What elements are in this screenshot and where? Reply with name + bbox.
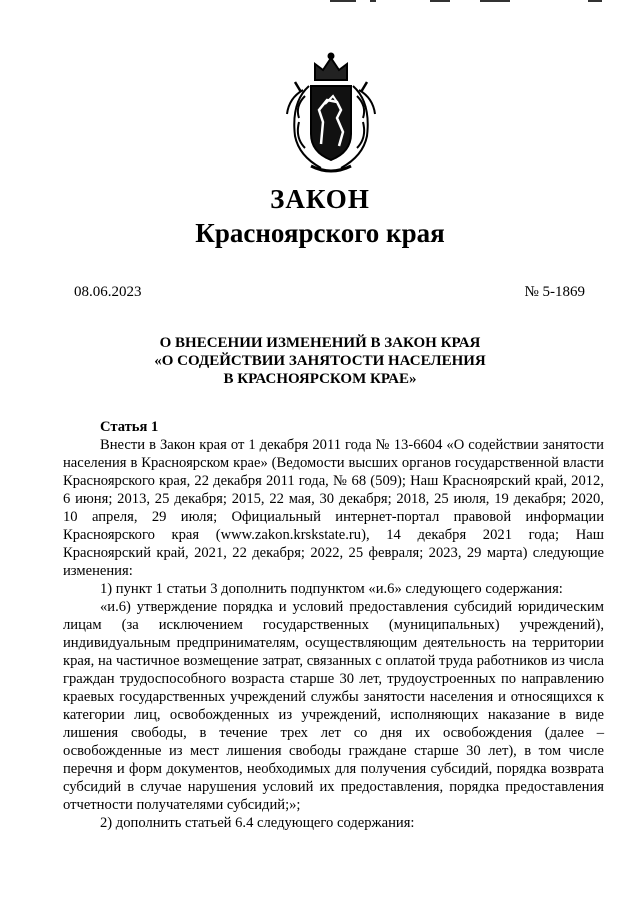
law-heading [0,334,640,388]
article-title: Статья 1 [100,419,159,435]
heading-line: О ВНЕСЕНИИ ИЗМЕНЕНИЙ В ЗАКОН КРАЯ [159,335,481,351]
paragraph-quote: «и.6) утверждение порядка и условий предоставления субсидий юридическим лицам (за исключением государственных (муниципальных) учреждений), индивидуальным предпринимателям, осуществляющим деятельность на территории края, на частичное возмещение затрат, связанных с оплатой труда работников из числа граждан трудоспособного возраста старше 30 лет, трудоустроенных по направлению краевых государственных учреждений службы занятости населения и относящихся к категории лиц, освобожденных из учреждений, исполняющих наказание в виде лишения свободы, в течение трех лет со дня их освобождения (далее – освобожденные из мест лишения свободы граждане старше 30 лет), в том числе перечня и форм документов, необходимых для получения субсидий, порядка возврата субсидий в случае нарушения условий их предоставления, порядка предоставления отчетности получателями субсидий;»; [63,599,604,813]
paragraph-intro: Внести в Закон края от 1 декабря 2011 года № 13-6604 «О содействии занятости населения в Красноярском крае» (Ведомости высших органов государственной власти Красноярского края, 22 декабря 2011 года, № 68 (509); Наш Красноярский край, 2012, 6 июня; 2013, 25 декабря; 2015, 22 мая, 30 декабря; 2018, 25 июля, 19 декабря; 2020, 10 апреля, 29 июля; Официальный интернет-портал правовой информации Красноярского края (www.zakon.krskstate.ru), 14 декабря 2021 года; Наш Красноярский край, 2021, 22 декабря; 2022, 25 февраля; 2023, 29 марта) следующие изменения: [63,437,604,579]
document-date: 08.06.2023 [74,284,142,300]
scan-artifacts [330,0,630,6]
paragraph-item-1: 1) пункт 1 статьи 3 дополнить подпунктом «и.6» следующего содержания: [100,581,563,597]
heading-line: «О СОДЕЙСТВИИ ЗАНЯТОСТИ НАСЕЛЕНИЯ [154,353,486,369]
heading-line: В КРАСНОЯРСКОМ КРАЕ» [223,371,417,387]
paragraph-item-2: 2) дополнить статьей 6.4 следующего содержания: [100,815,415,831]
document-number: № 5-1869 [524,284,585,300]
document-subtitle: Красноярского края [195,218,445,248]
document-title: ЗАКОН [270,184,370,214]
document-body [63,418,604,832]
krasnoyarsk-coat-of-arms-emblem [281,52,381,178]
